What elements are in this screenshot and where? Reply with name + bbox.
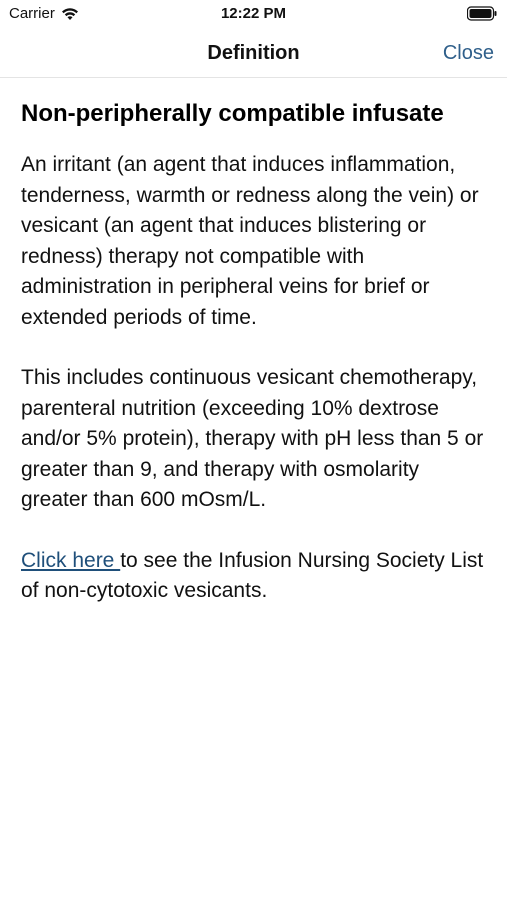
definition-content: [0, 78, 507, 607]
close-button[interactable]: Close: [442, 42, 494, 64]
definition-paragraph-2: This includes continuous vesicant chemotherapy, parenteral nutrition (exceeding 10% dextrose and/or 5% protein), therapy with pH less than 5 or greater than 9, and therapy with osmolarity greater than 600 mOsm/L.: [21, 366, 484, 511]
carrier-label: Carrier: [9, 5, 55, 22]
definition-paragraph-1: An irritant (an agent that induces inflammation, tenderness, warmth or redness along the vein) or vesicant (an agent that induces blistering or redness) therapy not compatible with administration in peripheral veins for brief or extended periods of time.: [21, 153, 479, 329]
battery-icon: [467, 6, 497, 21]
click-here-link[interactable]: Click here: [21, 548, 121, 572]
link-suffix-text: to see the Infusion Nursing Society List of non-cytotoxic vesicants.: [21, 548, 484, 602]
status-time: 12:22 PM: [220, 5, 287, 22]
navigation-bar: [0, 30, 507, 78]
page-title: Definition: [207, 42, 300, 64]
definition-heading: Non-peripherally compatible infusate: [21, 100, 444, 127]
link-paragraph: [21, 546, 485, 607]
status-bar: [0, 0, 507, 30]
